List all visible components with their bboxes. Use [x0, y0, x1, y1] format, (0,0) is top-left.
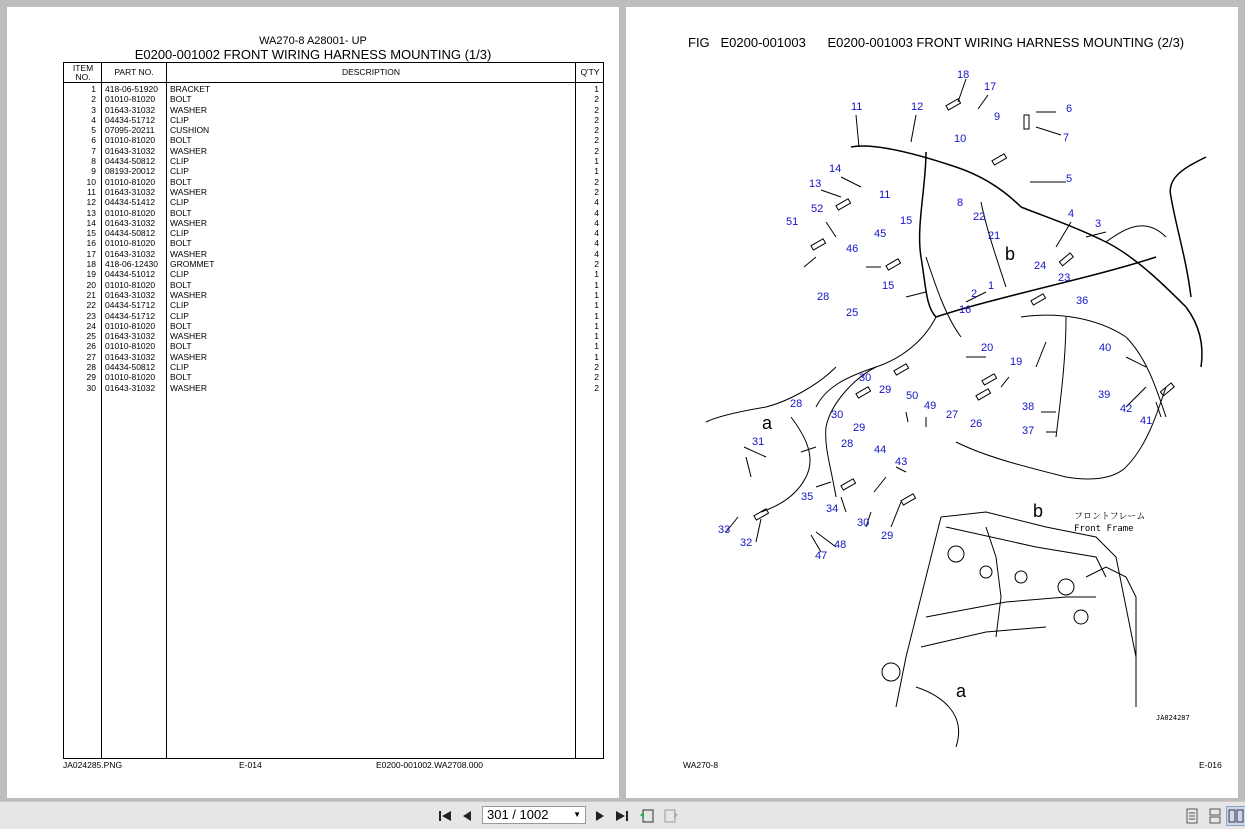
- callout: 39: [1098, 389, 1111, 401]
- part-number: 01010-81020: [105, 94, 156, 105]
- part-number: 01010-81020: [105, 135, 156, 146]
- part-number: 04434-51412: [105, 197, 156, 208]
- callout: 25: [846, 307, 859, 319]
- callout: 43: [895, 456, 908, 468]
- table-row: [64, 94, 603, 104]
- footer-page-number: E-016: [1199, 760, 1222, 770]
- table-row: [64, 105, 603, 115]
- part-number: 04434-50812: [105, 156, 156, 167]
- quantity: 1: [594, 320, 599, 331]
- description: CLIP: [170, 166, 189, 177]
- part-number: 04434-51712: [105, 310, 156, 321]
- table-row: [64, 311, 603, 321]
- description: WASHER: [170, 186, 207, 197]
- description: BOLT: [170, 135, 192, 146]
- callout: 4: [1068, 208, 1075, 220]
- quantity: 1: [594, 166, 599, 177]
- item-number: 4: [91, 114, 96, 125]
- callout: 28: [790, 398, 803, 410]
- item-number: 1: [91, 84, 96, 94]
- table-row: [64, 156, 603, 166]
- callout: 35: [801, 491, 814, 503]
- table-row: [64, 125, 603, 135]
- description: BOLT: [170, 372, 192, 383]
- previous-page-button[interactable]: [457, 806, 477, 826]
- callout: 15: [900, 215, 913, 227]
- quantity: 2: [594, 104, 599, 115]
- callout: 30: [857, 517, 870, 529]
- frame-label-jp: フロントフレーム: [1074, 512, 1146, 522]
- quantity: 2: [594, 176, 599, 187]
- quantity: 4: [594, 197, 599, 208]
- table-row: [64, 177, 603, 187]
- description: BOLT: [170, 94, 192, 105]
- callout: 11: [879, 189, 891, 201]
- item-number: 18: [86, 259, 96, 270]
- part-number: 01010-81020: [105, 238, 156, 249]
- callout: 28: [841, 438, 854, 450]
- callout: 22: [973, 211, 986, 223]
- item-number: 26: [86, 341, 96, 352]
- callout: 33: [718, 524, 731, 536]
- part-number: 418-06-12430: [105, 259, 158, 270]
- item-number: 29: [86, 372, 96, 383]
- continuous-view-button[interactable]: [1205, 806, 1225, 826]
- part-number: 01643-31032: [105, 289, 156, 300]
- part-number: 01010-81020: [105, 341, 156, 352]
- callout: 7: [1063, 132, 1070, 144]
- part-number: 04434-51712: [105, 114, 156, 125]
- item-number: 10: [86, 176, 96, 187]
- quantity: 2: [594, 372, 599, 383]
- description: CLIP: [170, 310, 189, 321]
- table-row: [64, 300, 603, 310]
- callout: 38: [1022, 401, 1035, 413]
- page-indicator: 301 / 1002: [487, 807, 549, 822]
- callout: 29: [879, 384, 892, 396]
- item-number: 11: [87, 186, 96, 197]
- callout: 46: [846, 243, 859, 255]
- callout: 49: [924, 400, 937, 412]
- part-number: 01643-31032: [105, 104, 156, 115]
- figure-title: [688, 35, 1184, 50]
- footer-image-code: JA024285.PNG: [63, 760, 123, 770]
- description: GROMMET: [170, 259, 215, 270]
- go-back-button[interactable]: [637, 806, 657, 826]
- back-view-icon: [639, 808, 655, 824]
- callout: 19: [1010, 356, 1023, 368]
- part-number: 04434-51712: [105, 300, 156, 311]
- callout: 1: [988, 280, 995, 292]
- table-row: [64, 352, 603, 362]
- description: CLIP: [170, 197, 189, 208]
- callout: 37: [1022, 425, 1035, 437]
- table-row: [64, 372, 603, 382]
- forward-view-icon: [663, 808, 679, 824]
- quantity: 1: [594, 351, 599, 362]
- item-number: 25: [86, 331, 96, 342]
- table-row: [64, 187, 603, 197]
- description: BOLT: [170, 320, 192, 331]
- item-number: 28: [86, 362, 96, 373]
- quantity: 2: [594, 145, 599, 156]
- item-number: 9: [91, 166, 96, 177]
- callout: 30: [859, 372, 872, 384]
- viewer-toolbar: [0, 801, 1245, 829]
- callout: 10: [954, 133, 967, 145]
- quantity: 2: [594, 135, 599, 146]
- quantity: 1: [594, 84, 599, 94]
- item-number: 20: [86, 279, 96, 290]
- page-title: E0200-001002 FRONT WIRING HARNESS MOUNTING (1/3): [134, 47, 492, 62]
- left-page: [7, 7, 619, 798]
- footer-model: WA270-8: [683, 760, 719, 770]
- callout: 48: [834, 539, 847, 551]
- callout: 45: [874, 228, 887, 240]
- description: WASHER: [170, 331, 207, 342]
- part-number: 04434-50812: [105, 362, 156, 373]
- quantity: 2: [594, 382, 599, 393]
- part-number: 01010-81020: [105, 320, 156, 331]
- quantity: 2: [594, 362, 599, 373]
- part-number: 07095-20211: [105, 125, 155, 136]
- callout: 18: [957, 69, 970, 81]
- callout: 8: [957, 197, 964, 209]
- description: BOLT: [170, 341, 192, 352]
- callout: 30: [831, 409, 844, 421]
- description: WASHER: [170, 351, 207, 362]
- table-row: [64, 135, 603, 145]
- item-number: 14: [86, 217, 96, 228]
- table-row: [64, 280, 603, 290]
- item-number: 19: [86, 269, 96, 280]
- callout: 3: [1095, 218, 1102, 230]
- description: BOLT: [170, 176, 192, 187]
- part-number: 01010-81020: [105, 176, 156, 187]
- description: BOLT: [170, 279, 192, 290]
- parts-table: [63, 62, 604, 759]
- quantity: 1: [594, 279, 599, 290]
- single-page-view-button[interactable]: [1182, 806, 1202, 826]
- quantity: 1: [594, 300, 599, 311]
- quantity: 4: [594, 248, 599, 259]
- part-number: 08193-20012: [105, 166, 156, 177]
- col-header-item: ITEM NO.: [72, 63, 94, 82]
- callout: 40: [1099, 342, 1112, 354]
- callout: 29: [881, 530, 894, 542]
- table-row: [64, 115, 603, 125]
- callout: 6: [1066, 103, 1073, 115]
- item-number: 5: [91, 125, 96, 136]
- quantity: 1: [594, 310, 599, 321]
- description: BOLT: [170, 207, 192, 218]
- table-row: [64, 84, 603, 94]
- description: CLIP: [170, 269, 189, 280]
- table-body: [64, 84, 603, 393]
- quantity: 2: [594, 114, 599, 125]
- item-number: 27: [86, 351, 96, 362]
- callout: 41: [1140, 415, 1153, 427]
- callout: 31: [752, 436, 765, 448]
- quantity: 4: [594, 238, 599, 249]
- callout: 51: [786, 216, 799, 228]
- callout: 36: [1076, 295, 1089, 307]
- item-number: 3: [91, 104, 96, 115]
- table-row: [64, 269, 603, 279]
- item-number: 13: [86, 207, 96, 218]
- quantity: 1: [594, 156, 599, 167]
- table-row: [64, 321, 603, 331]
- part-number: 01643-31032: [105, 248, 156, 259]
- part-number: 01643-31032: [105, 186, 156, 197]
- callout: 2: [971, 288, 978, 300]
- item-number: 17: [86, 248, 96, 259]
- quantity: 1: [594, 269, 599, 280]
- callout: 29: [853, 422, 866, 434]
- next-page-icon: [595, 810, 605, 822]
- part-number: 01643-31032: [105, 351, 156, 362]
- part-number: 04434-51012: [105, 269, 156, 280]
- quantity: 2: [594, 186, 599, 197]
- chevron-down-icon: ▼: [573, 810, 581, 819]
- callout: 14: [829, 163, 842, 175]
- description: CLIP: [170, 156, 189, 167]
- col-header-description: DESCRIPTION: [341, 67, 401, 77]
- right-page: [626, 7, 1238, 798]
- description: WASHER: [170, 217, 207, 228]
- table-row: [64, 362, 603, 372]
- table-row: [64, 228, 603, 238]
- fig-code: E0200-001003: [720, 35, 806, 50]
- description: BOLT: [170, 238, 192, 249]
- last-page-button[interactable]: [612, 806, 632, 826]
- description: CLIP: [170, 228, 189, 239]
- callout: 52: [811, 203, 824, 215]
- callout: 27: [946, 409, 959, 421]
- quantity: 4: [594, 217, 599, 228]
- callout: 23: [1058, 272, 1071, 284]
- item-number: 23: [86, 310, 96, 321]
- two-page-view-button[interactable]: [1226, 806, 1245, 826]
- harness-diagram: [626, 57, 1238, 747]
- fig-title-text: E0200-001003 FRONT WIRING HARNESS MOUNTING (2/3): [827, 35, 1185, 50]
- table-row: [64, 341, 603, 351]
- col-header-part: PART NO.: [114, 67, 154, 77]
- reference-letter: b: [1033, 501, 1044, 521]
- callout: 26: [970, 418, 983, 430]
- table-row: [64, 331, 603, 341]
- callout: 11: [851, 101, 863, 113]
- table-row: [64, 197, 603, 207]
- description: CLIP: [170, 300, 189, 311]
- reference-letter: a: [956, 681, 967, 701]
- quantity: 2: [594, 94, 599, 105]
- item-number: 7: [91, 145, 96, 156]
- col-header-qty: Q'TY: [580, 67, 600, 77]
- callout: 21: [988, 230, 1001, 242]
- part-number: 01010-81020: [105, 207, 156, 218]
- part-number: 418-06-51920: [105, 84, 158, 94]
- description: WASHER: [170, 104, 207, 115]
- table-row: [64, 166, 603, 176]
- callout: 47: [815, 550, 828, 562]
- next-page-button[interactable]: [590, 806, 610, 826]
- first-page-button[interactable]: [435, 806, 455, 826]
- footer-page-number: E-014: [239, 760, 262, 770]
- callout: 17: [984, 81, 997, 93]
- quantity: 2: [594, 259, 599, 270]
- quantity: 4: [594, 207, 599, 218]
- item-number: 12: [86, 197, 96, 208]
- description: WASHER: [170, 248, 207, 259]
- header-divider: [64, 82, 603, 83]
- two-page-icon: [1228, 808, 1244, 824]
- description: WASHER: [170, 289, 207, 300]
- page-number-select[interactable]: [482, 806, 586, 824]
- image-code: JA024287: [1156, 714, 1190, 722]
- first-page-icon: [438, 810, 452, 822]
- table-row: [64, 249, 603, 259]
- reference-letter: b: [1005, 244, 1016, 264]
- table-row: [64, 238, 603, 248]
- part-number: 01010-81020: [105, 372, 156, 383]
- description: CLIP: [170, 362, 189, 373]
- callout: 9: [994, 111, 1001, 123]
- fig-label: FIG: [688, 35, 710, 50]
- callout: 28: [817, 291, 830, 303]
- callout: 34: [826, 503, 839, 515]
- quantity: 1: [594, 289, 599, 300]
- part-number: 01643-31032: [105, 382, 156, 393]
- item-number: 30: [86, 382, 96, 393]
- quantity: 2: [594, 125, 599, 136]
- last-page-icon: [615, 810, 629, 822]
- callout: 12: [911, 101, 924, 113]
- description: BRACKET: [170, 84, 211, 94]
- part-number: 04434-50812: [105, 228, 156, 239]
- item-number: 8: [91, 156, 96, 167]
- callout: 13: [809, 178, 822, 190]
- callout: 50: [906, 390, 919, 402]
- item-number: 15: [86, 228, 96, 239]
- description: CLIP: [170, 114, 189, 125]
- quantity: 4: [594, 228, 599, 239]
- callout: 5: [1066, 173, 1073, 185]
- frame-label-en: Front Frame: [1074, 524, 1134, 534]
- description: WASHER: [170, 145, 207, 156]
- callout: 42: [1120, 403, 1133, 415]
- go-forward-button[interactable]: [661, 806, 681, 826]
- part-number: 01643-31032: [105, 145, 156, 156]
- item-number: 2: [91, 94, 96, 105]
- model-header: WA270-8 A28001- UP: [259, 35, 367, 47]
- table-row: [64, 146, 603, 156]
- quantity: 1: [594, 331, 599, 342]
- table-row: [64, 218, 603, 228]
- quantity: 1: [594, 341, 599, 352]
- table-row: [64, 290, 603, 300]
- reference-letter: a: [762, 413, 773, 433]
- table-row: [64, 259, 603, 269]
- table-row: [64, 383, 603, 393]
- callout: 32: [740, 537, 753, 549]
- item-number: 16: [86, 238, 96, 249]
- callout: 15: [882, 280, 895, 292]
- previous-page-icon: [462, 810, 472, 822]
- callout: 44: [874, 444, 887, 456]
- part-number: 01010-81020: [105, 279, 156, 290]
- callout: 16: [959, 304, 972, 316]
- item-number: 24: [86, 320, 96, 331]
- description: WASHER: [170, 382, 207, 393]
- item-number: 6: [91, 135, 96, 146]
- description: CUSHION: [170, 125, 210, 136]
- continuous-page-icon: [1208, 808, 1222, 824]
- callout: 20: [981, 342, 994, 354]
- item-number: 22: [86, 300, 96, 311]
- item-number: 21: [86, 289, 96, 300]
- part-number: 01643-31032: [105, 331, 156, 342]
- table-row: [64, 208, 603, 218]
- part-number: 01643-31032: [105, 217, 156, 228]
- single-page-icon: [1185, 808, 1199, 824]
- footer-doc-code: E0200-001002.WA2708.000: [376, 760, 483, 770]
- callout: 24: [1034, 260, 1047, 272]
